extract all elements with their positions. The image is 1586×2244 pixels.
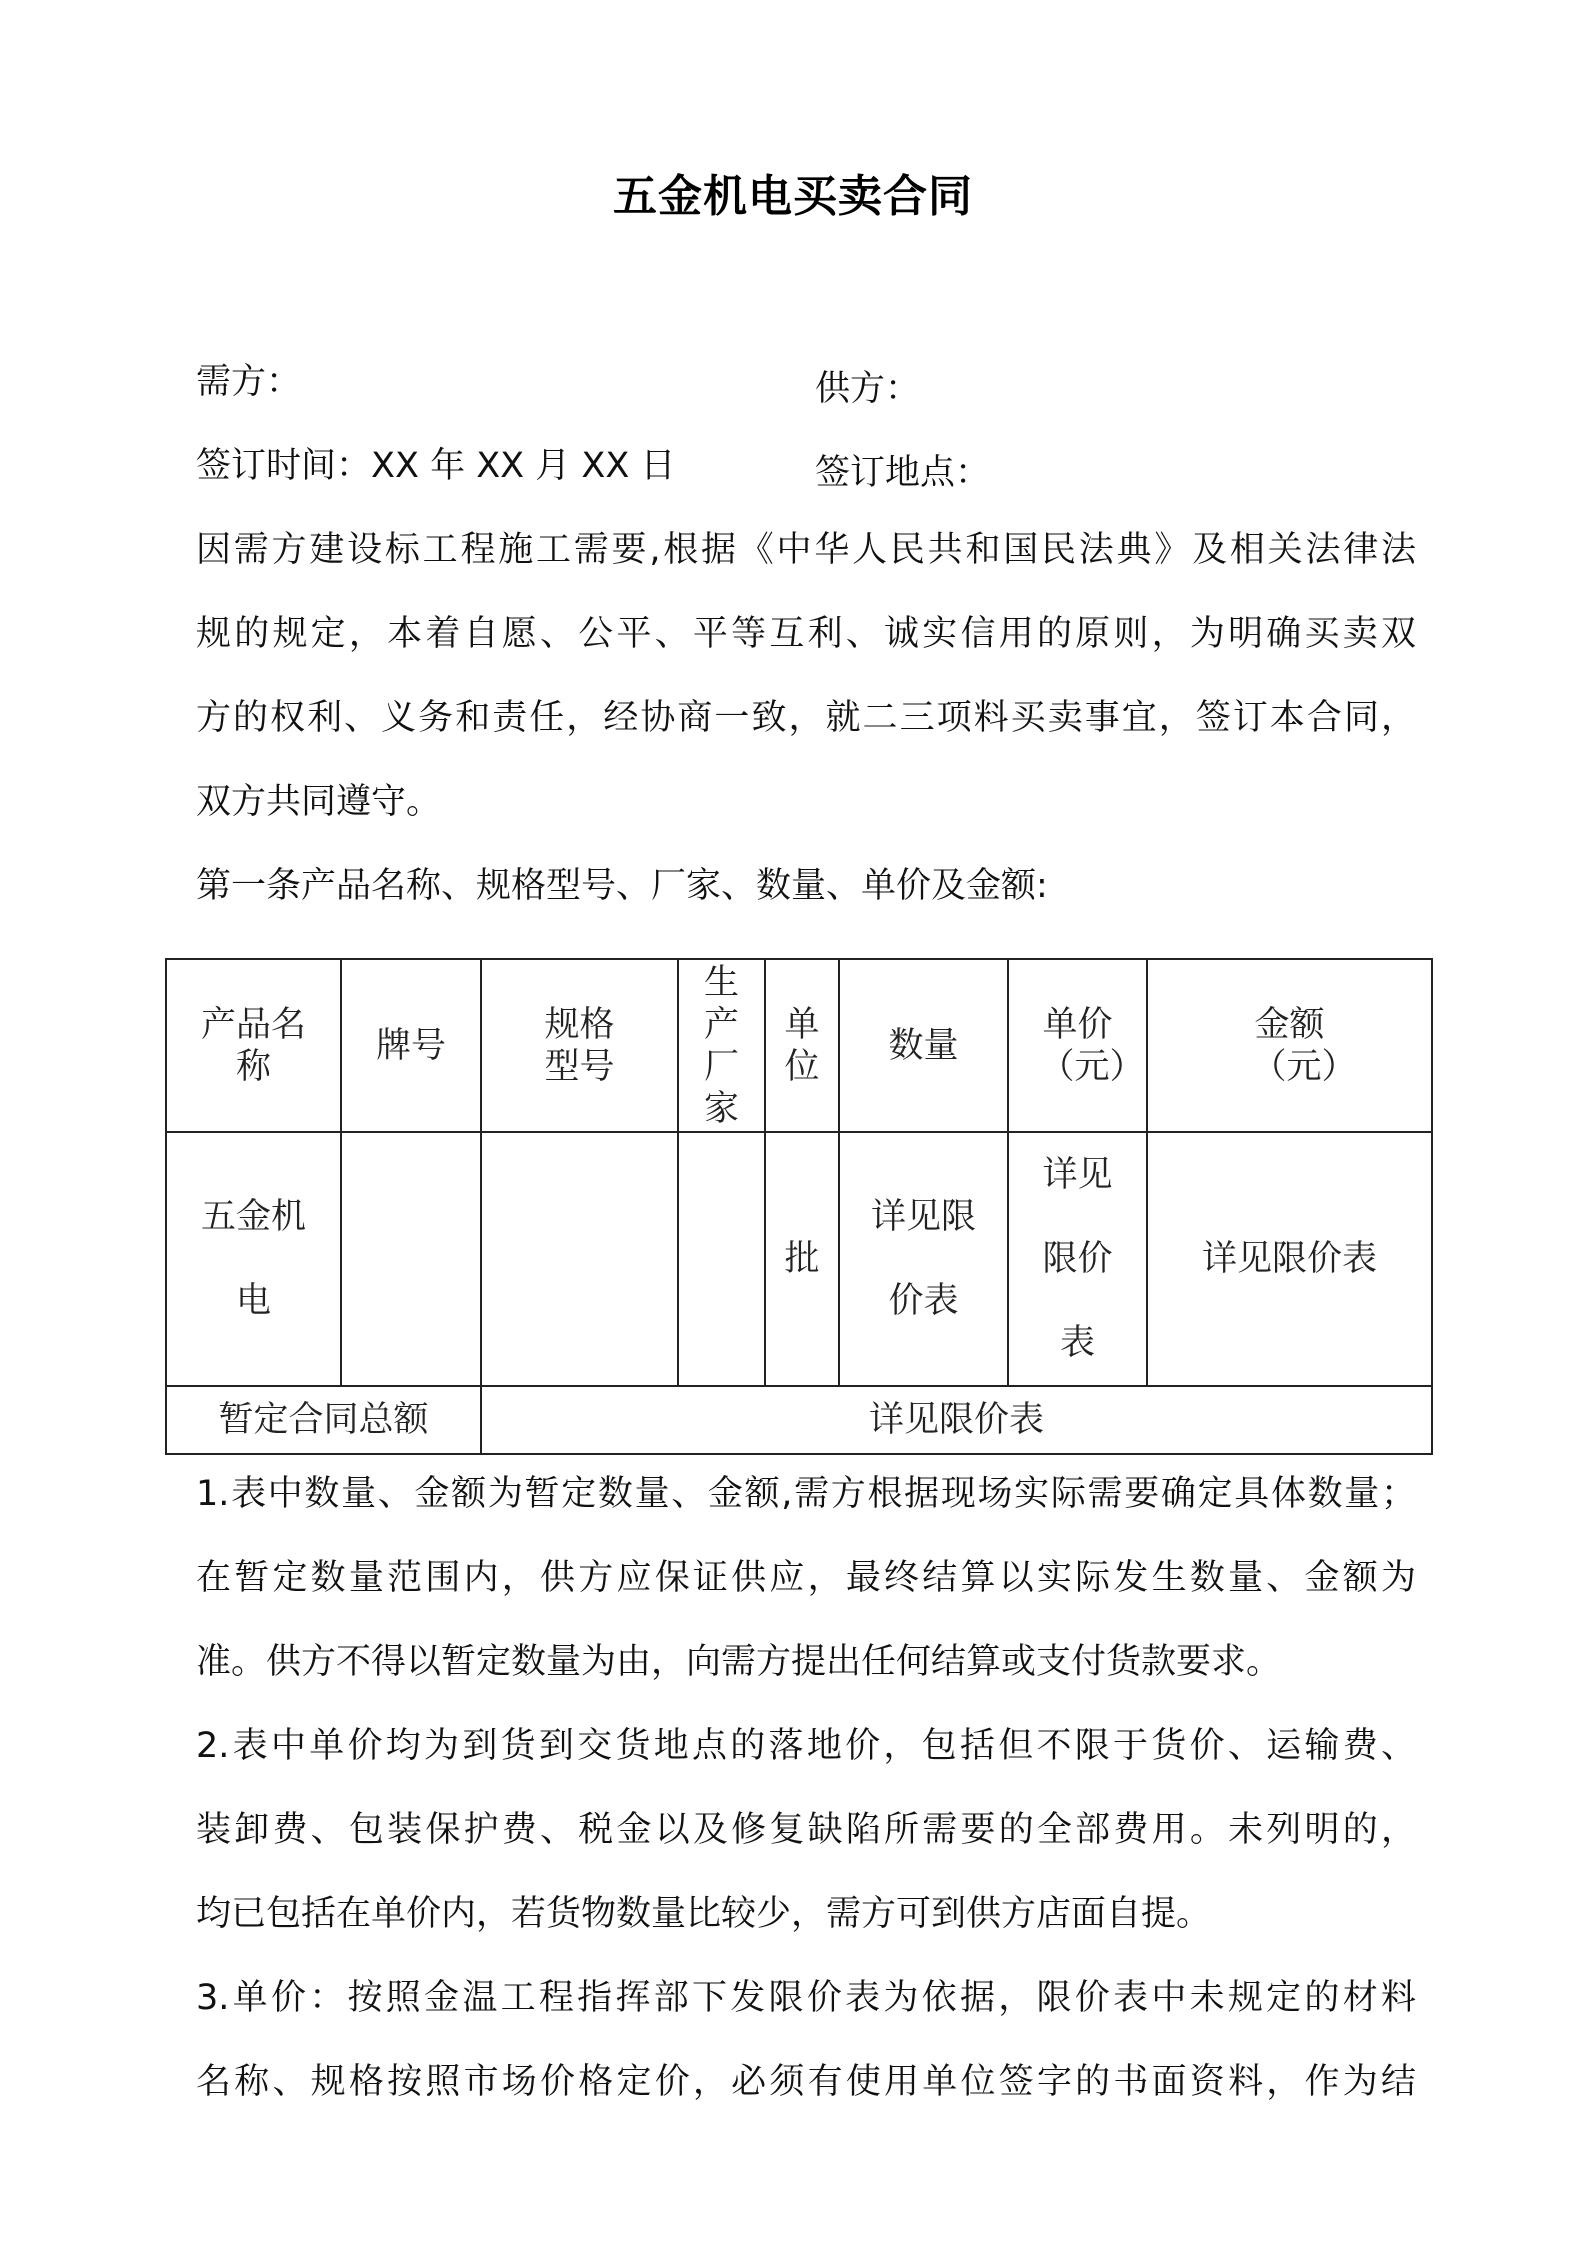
sign-time-label: 签订时间：XX 年 XX 月 XX 日: [196, 446, 676, 486]
document-title: 五金机电买卖合同: [613, 171, 973, 222]
preamble-line: 双方共同遵守。: [196, 782, 442, 822]
table-total-row: [166, 1386, 1432, 1454]
note-line: 准。供方不得以暂定数量为由，向需方提出任何结算或支付货款要求。: [196, 1642, 1282, 1682]
note-line: 3.单价：按照金温工程指挥部下发限价表为依据，限价表中未规定的材料: [196, 1978, 1416, 2018]
table-header-row: [166, 959, 1432, 1132]
seller-label: 供方：: [815, 369, 921, 409]
preamble-paragraph: [196, 508, 1416, 844]
header-spec: 规格型号: [481, 959, 678, 1132]
notes-paragraphs: [196, 1452, 1416, 2124]
header-manufacturer: 生产厂家: [678, 959, 765, 1132]
header-amount: 金额（元）: [1147, 959, 1432, 1132]
product-table: [165, 958, 1433, 1455]
header-unit-price: 单价（元）: [1008, 959, 1147, 1132]
cell-spec: [481, 1132, 678, 1386]
note-line: 名称、规格按照市场价格定价，必须有使用单位签字的书面资料，作为结: [196, 2062, 1416, 2102]
sign-place-label: 签订地点：: [815, 453, 991, 493]
table-row: [166, 1132, 1432, 1386]
header-unit: 单位: [765, 959, 839, 1132]
buyer-label: 需方：: [196, 362, 302, 402]
note-line: 2.表中单价均为到货到交货地点的落地价，包括但不限于货价、运输费、: [196, 1726, 1416, 1766]
header-product-name: 产品名称: [166, 959, 341, 1132]
note-line: 装卸费、包装保护费、税金以及修复缺陷所需要的全部费用。未列明的，: [196, 1810, 1416, 1850]
cell-quantity: 详见限价表: [839, 1132, 1008, 1386]
cell-amount: 详见限价表: [1147, 1132, 1432, 1386]
article1-heading: 第一条产品名称、规格型号、厂家、数量、单价及金额:: [196, 866, 1048, 906]
note-line: 均已包括在单价内，若货物数量比较少，需方可到供方店面自提。: [196, 1894, 1212, 1934]
header-brand: 牌号: [341, 959, 481, 1132]
total-value: 详见限价表: [481, 1386, 1432, 1454]
preamble-line: 因需方建设标工程施工需要,根据《中华人民共和国民法典》及相关法律法: [196, 530, 1416, 570]
preamble-line: 方的权利、义务和责任，经协商一致，就二三项料买卖事宜，签订本合同，: [196, 698, 1416, 738]
cell-product-name: 五金机电: [166, 1132, 341, 1386]
total-label: 暂定合同总额: [166, 1386, 481, 1454]
header-quantity: 数量: [839, 959, 1008, 1132]
cell-brand: [341, 1132, 481, 1386]
note-line: 1.表中数量、金额为暂定数量、金额,需方根据现场实际需要确定具体数量；: [196, 1474, 1416, 1514]
cell-unit-price: 详见限价表: [1008, 1132, 1147, 1386]
cell-manufacturer: [678, 1132, 765, 1386]
note-line: 在暂定数量范围内，供方应保证供应，最终结算以实际发生数量、金额为: [196, 1558, 1416, 1598]
preamble-line: 规的规定，本着自愿、公平、平等互利、诚实信用的原则，为明确买卖双: [196, 614, 1416, 654]
cell-unit: 批: [765, 1132, 839, 1386]
